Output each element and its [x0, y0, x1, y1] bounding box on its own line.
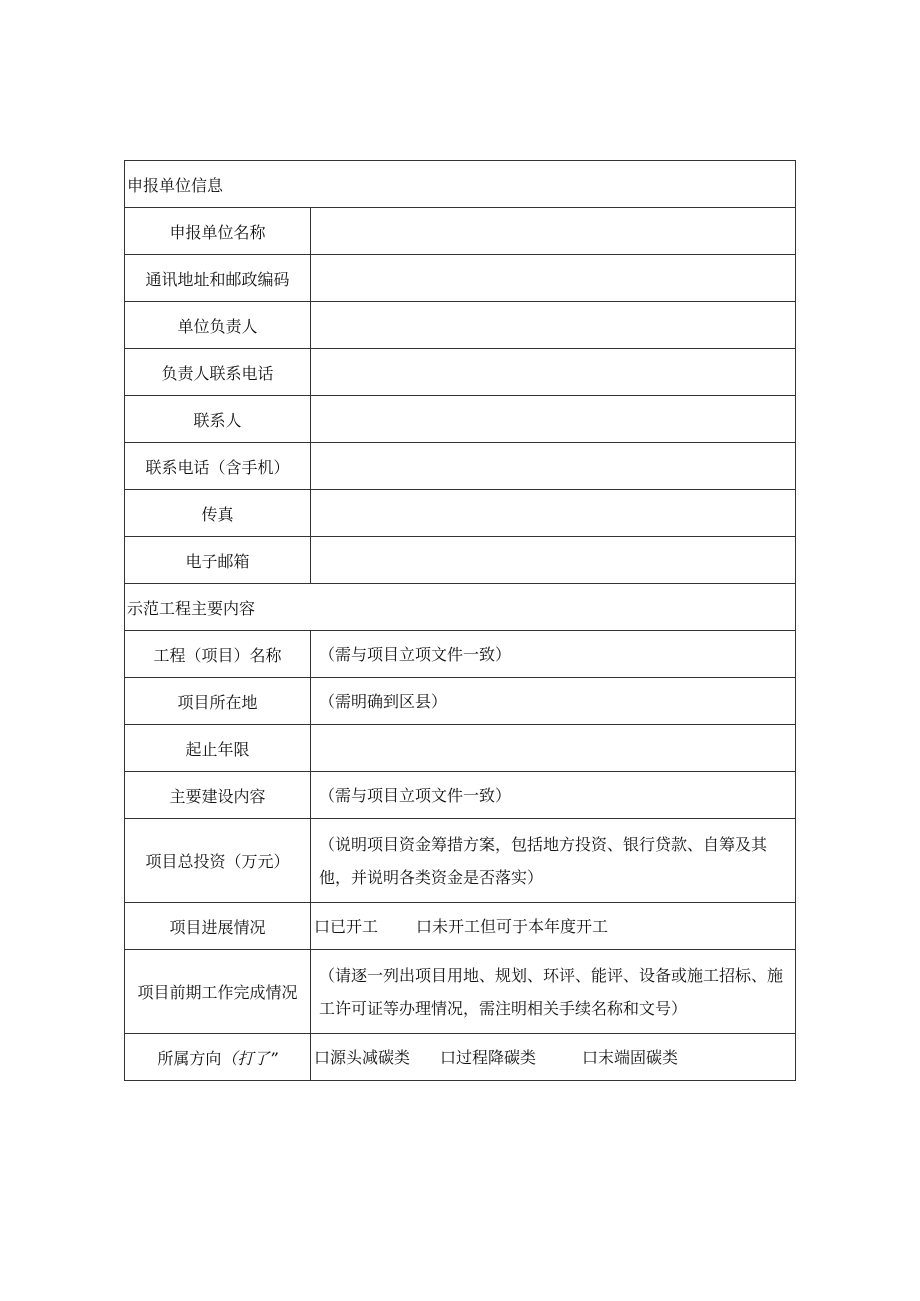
field-label-contact: 联系人: [125, 396, 311, 443]
form-row: [125, 302, 796, 349]
application-form-table: [124, 160, 796, 1081]
form-row: [125, 349, 796, 396]
form-row: [125, 631, 796, 678]
checkbox-started[interactable]: 口已开工: [314, 916, 379, 936]
section-project-title: 示范工程主要内容: [125, 584, 796, 631]
field-label-project-name: 工程（项目）名称: [125, 631, 311, 678]
form-row: [125, 725, 796, 772]
direction-options: [311, 1034, 796, 1081]
field-value-fax[interactable]: [311, 490, 796, 537]
field-label-period: 起止年限: [125, 725, 311, 772]
checkbox-source-reduction[interactable]: 口源头减碳类: [314, 1047, 411, 1067]
field-label-address: 通讯地址和邮政编码: [125, 255, 311, 302]
field-label-main-content: 主要建设内容: [125, 772, 311, 819]
form-row: [125, 1034, 796, 1081]
checkbox-end-sequestration[interactable]: 口末端固碳类: [582, 1047, 679, 1067]
form-row: [125, 819, 796, 903]
direction-label-suffix: （打了”: [221, 1048, 278, 1068]
field-label-email: 电子邮箱: [125, 537, 311, 584]
form-row: [125, 208, 796, 255]
field-label-direction: [125, 1034, 311, 1081]
form-row: [125, 950, 796, 1034]
field-label-fax: 传真: [125, 490, 311, 537]
field-value-period[interactable]: [311, 725, 796, 772]
form-row: [125, 396, 796, 443]
field-label-unit-head: 单位负责人: [125, 302, 311, 349]
field-label-preliminary-work: 项目前期工作完成情况: [125, 950, 311, 1034]
field-value-address[interactable]: [311, 255, 796, 302]
form-row: [125, 678, 796, 725]
field-value-contact[interactable]: [311, 396, 796, 443]
field-value-unit-head[interactable]: [311, 302, 796, 349]
field-value-project-name[interactable]: （需与项目立项文件一致）: [311, 631, 796, 678]
field-value-main-content[interactable]: （需与项目立项文件一致）: [311, 772, 796, 819]
field-value-location[interactable]: （需明确到区县）: [311, 678, 796, 725]
field-value-contact-phone[interactable]: [311, 443, 796, 490]
form-row: [125, 537, 796, 584]
field-label-progress: 项目进展情况: [125, 903, 311, 950]
checkbox-not-started[interactable]: 口未开工但可于本年度开工: [416, 916, 609, 936]
direction-label-text: 所属方向: [157, 1048, 222, 1068]
field-label-unit-name: 申报单位名称: [125, 208, 311, 255]
field-label-head-phone: 负责人联系电话: [125, 349, 311, 396]
field-value-preliminary-work[interactable]: （请逐一列出项目用地、规划、环评、能评、设备或施工招标、施工许可证等办理情况，需注明相关手续名称和文号）: [311, 950, 796, 1034]
field-label-location: 项目所在地: [125, 678, 311, 725]
form-row: [125, 443, 796, 490]
field-value-head-phone[interactable]: [311, 349, 796, 396]
section-header-row: [125, 584, 796, 631]
field-value-total-investment[interactable]: （说明项目资金筹措方案，包括地方投资、银行贷款、自筹及其他，并说明各类资金是否落实）: [311, 819, 796, 903]
field-label-contact-phone: 联系电话（含手机）: [125, 443, 311, 490]
form-row: [125, 903, 796, 950]
form-row: [125, 490, 796, 537]
field-value-unit-name[interactable]: [311, 208, 796, 255]
form-row: [125, 255, 796, 302]
field-label-total-investment: 项目总投资（万元）: [125, 819, 311, 903]
section-applicant-title: 申报单位信息: [125, 161, 796, 208]
section-header-row: [125, 161, 796, 208]
progress-options: [311, 903, 796, 950]
checkbox-process-reduction[interactable]: 口过程降碳类: [440, 1047, 537, 1067]
form-row: [125, 772, 796, 819]
field-value-email[interactable]: [311, 537, 796, 584]
